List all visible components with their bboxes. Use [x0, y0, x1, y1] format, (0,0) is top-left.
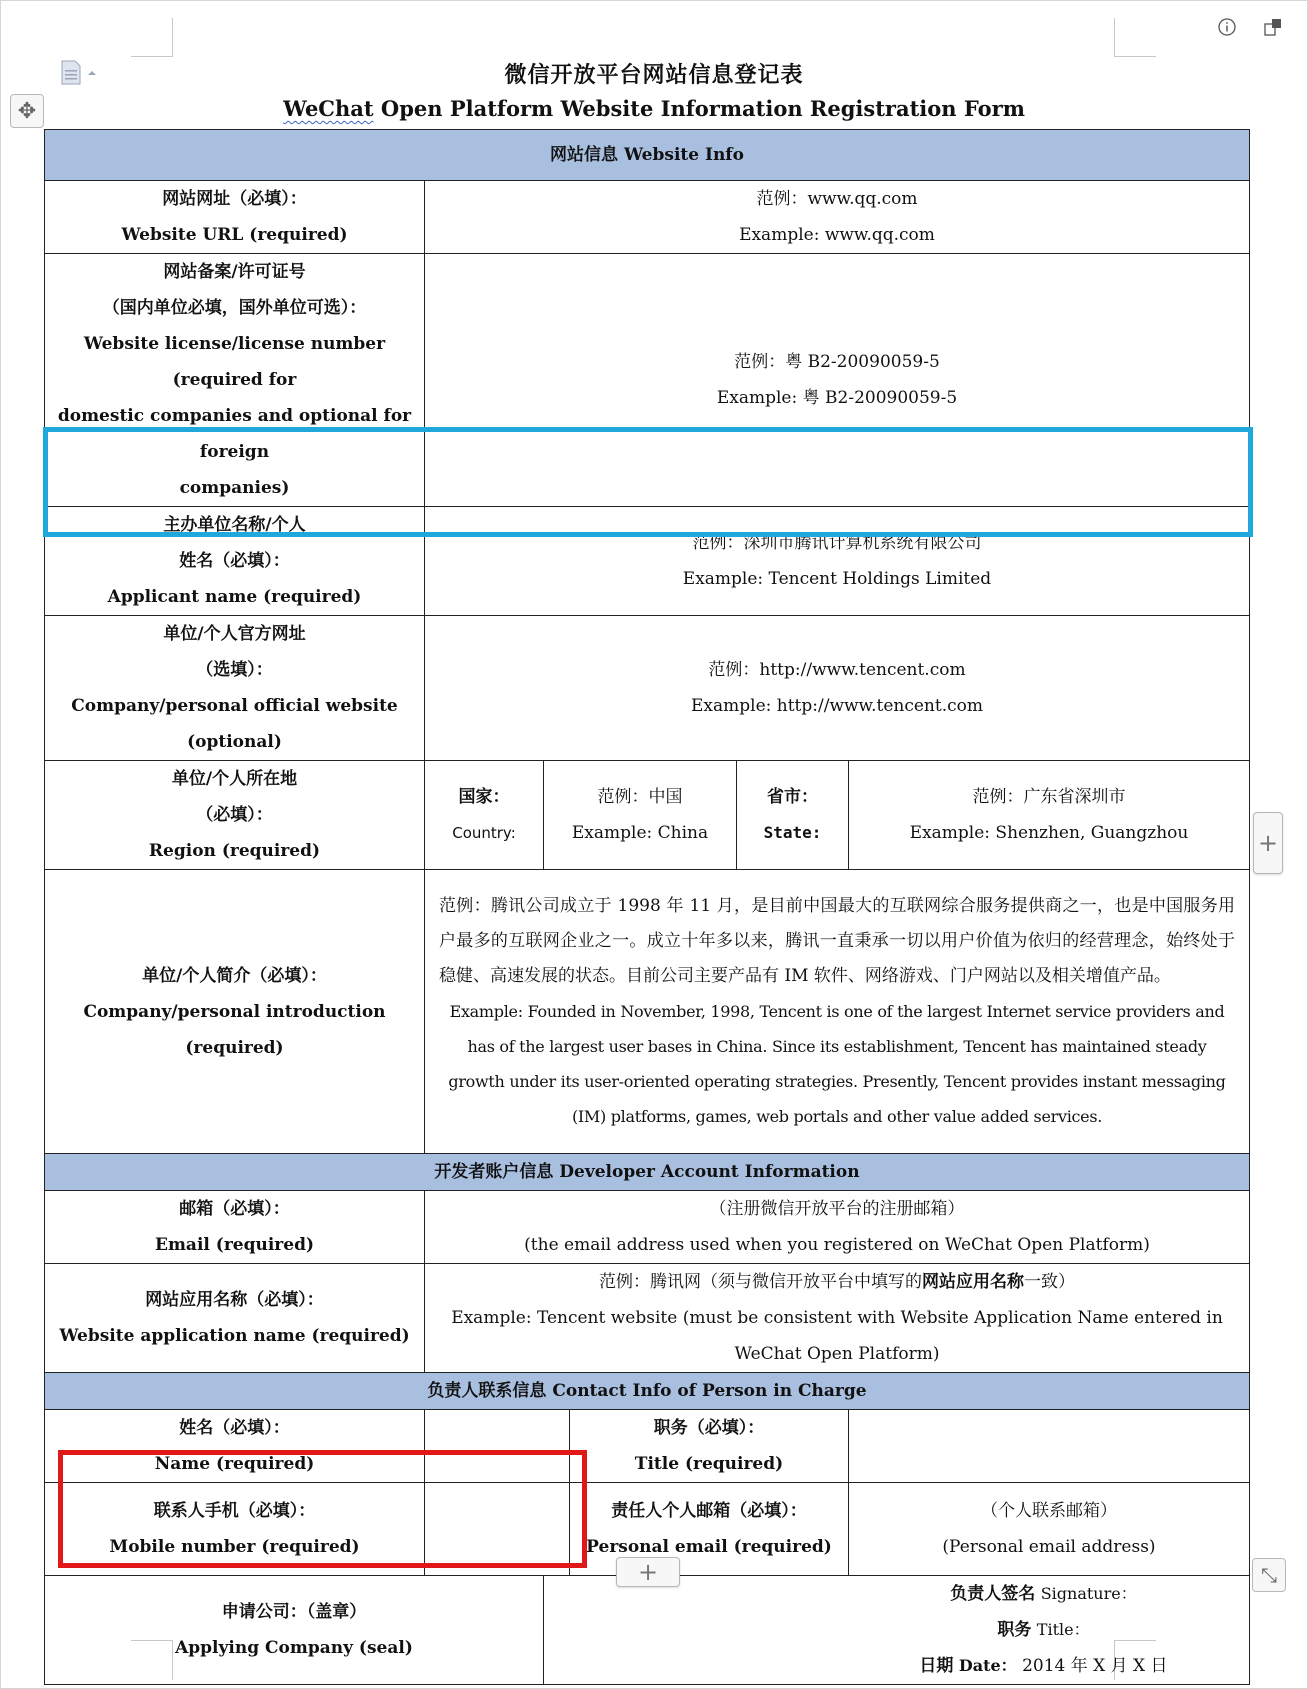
crop-mark [172, 18, 173, 56]
value-contact-mobile[interactable] [425, 1483, 570, 1576]
label-contact-name-cn: 姓名（必填）： [179, 1418, 290, 1438]
value-email-cn: （注册微信开放平台的注册邮箱） [709, 1199, 965, 1219]
value-applicant-en: Example: Tencent Holdings Limited [682, 569, 992, 589]
state-value-en: Example: Shenzhen, Guangzhou [909, 823, 1189, 843]
country-label-en: Country: [452, 824, 516, 842]
label-email [45, 1191, 425, 1264]
label-url [45, 181, 425, 254]
label-email-en: Email (required) [154, 1235, 315, 1255]
value-official-site[interactable] [425, 616, 1250, 761]
row-official-site [45, 616, 1250, 761]
state-value-cell[interactable] [849, 761, 1250, 870]
value-contact-title[interactable] [849, 1410, 1250, 1483]
label-applicant-line: Applicant name (required) [107, 587, 362, 607]
label-intro [45, 870, 425, 1154]
share-icon[interactable] [1262, 16, 1284, 38]
label-contact-title-cn: 职务（必填）： [653, 1418, 765, 1438]
label-email-cn: 邮箱（必填）： [179, 1199, 290, 1219]
value-official-en: Example: http://www.tencent.com [691, 696, 983, 716]
value-license-cn: 范例：粤 B2-20090059-5 [734, 352, 940, 372]
state-label-cell [737, 761, 849, 870]
date-label-en: Date： [958, 1656, 1017, 1675]
page-title-en-rest: Open Platform Website Information Registration Form [380, 96, 1025, 121]
value-url[interactable] [425, 181, 1250, 254]
value-pemail-cn: （个人联系邮箱） [981, 1501, 1117, 1521]
section-contact-info: 负责人联系信息 Contact Info of Person in Charge [45, 1373, 1250, 1410]
registration-form [44, 129, 1250, 1685]
crop-mark [131, 56, 173, 57]
label-company-cn: 申请公司：（盖章） [221, 1602, 367, 1622]
state-value-cn: 范例：广东省深圳市 [972, 787, 1126, 807]
move-icon[interactable]: ✥ [10, 94, 44, 128]
value-app-name-cn-post: 一致） [1024, 1272, 1075, 1292]
label-region-line: （必填）： [196, 805, 273, 825]
value-app-name-en: Example: Tencent website (must be consistent with Website Application Name entered in WeChat Open Platform) [451, 1308, 1223, 1364]
label-personal-email [570, 1483, 849, 1576]
label-contact-name [45, 1410, 425, 1483]
section-header-developer [45, 1154, 1250, 1191]
label-url-en: Website URL (required) [121, 225, 348, 245]
label-applicant [45, 507, 425, 616]
section-website-info: 网站信息 Website Info [45, 130, 1250, 181]
label-app-name-cn: 网站应用名称（必填）： [145, 1290, 324, 1310]
country-label-cell [425, 761, 544, 870]
row-app-name [45, 1264, 1250, 1373]
value-intro-en: Example: Founded in November, 1998, Tencent is one of the largest Internet service providers and has of the largest user bases in China. Since its establishment, Tencent has maintained steady growth under its user-oriented operating strategies. Presently, Tencent provides instant messaging (IM) platforms, games, web portals and other value added services. [448, 1002, 1226, 1126]
row-url [45, 181, 1250, 254]
label-intro-en: Company/personal introduction (required) [83, 1001, 386, 1058]
value-contact-name[interactable] [425, 1410, 570, 1483]
value-license[interactable] [425, 254, 1250, 507]
country-value-cell[interactable] [544, 761, 737, 870]
label-official-line: Company/personal official website (optional) [71, 696, 398, 752]
state-label-cn: 省市： [767, 787, 818, 807]
label-region-line: 单位/个人所在地 [171, 769, 298, 789]
label-official-site [45, 616, 425, 761]
label-pemail-cn: 责任人个人邮箱（必填）： [611, 1501, 807, 1521]
label-license-line: 网站备案/许可证号 [163, 262, 306, 282]
label-contact-mobile [45, 1483, 425, 1576]
row-email [45, 1191, 1250, 1264]
title-label-en: Title： [1036, 1620, 1090, 1639]
label-license-line: domestic companies and optional for foreign [57, 406, 412, 462]
value-email-en: (the email address used when you registered on WeChat Open Platform) [524, 1235, 1150, 1255]
value-intro[interactable] [425, 870, 1250, 1154]
value-app-name-cn-pre: 范例：腾讯网（须与微信开放平台中填写的 [599, 1272, 922, 1292]
row-intro [45, 870, 1250, 1154]
date-label-cn: 日期 [919, 1656, 954, 1676]
label-applicant-line: 主办单位名称/个人 [163, 515, 306, 535]
info-icon[interactable] [1216, 16, 1238, 38]
value-app-name[interactable] [425, 1264, 1250, 1373]
country-label-cn: 国家： [458, 787, 510, 807]
state-label-en: State: [763, 823, 822, 842]
page-title-cn: 微信开放平台网站信息登记表 [504, 62, 804, 88]
label-license [45, 254, 425, 507]
value-intro-cn: 范例：腾讯公司成立于 1998 年 11 月，是目前中国最大的互联网综合服务提供商之一，也是中国服务用户最多的互联网企业之一。成立十年多以来，腾讯一直秉承一切以用户价值为依归的经营理念，始终处于稳健、高速发展的状态。目前公司主要产品有 IM 软件、网络游戏、门户网站以及相关增值产品。 [439, 896, 1235, 986]
label-mobile-cn: 联系人手机（必填）： [153, 1501, 316, 1521]
crop-mark [1114, 18, 1115, 56]
value-url-en: Example: www.qq.com [739, 225, 935, 245]
label-mobile-en: Mobile number (required) [109, 1537, 360, 1557]
label-contact-title-en: Title (required) [634, 1454, 784, 1474]
value-pemail-en: (Personal email address) [942, 1537, 1156, 1557]
value-personal-email[interactable] [849, 1483, 1250, 1576]
date-line [844, 1648, 1243, 1684]
row-contact-name [45, 1410, 1250, 1483]
country-value-en: Example: China [571, 823, 709, 843]
cell-signature[interactable] [544, 1576, 1250, 1685]
section-header-website [45, 130, 1250, 181]
row-license [45, 254, 1250, 507]
signature-line [844, 1576, 1243, 1612]
label-pemail-en: Personal email (required) [586, 1537, 832, 1557]
value-applicant[interactable] [425, 507, 1250, 616]
section-developer-account: 开发者账户信息 Developer Account Information [45, 1154, 1250, 1191]
date-value: 2014 年 X 月 X 日 [1022, 1656, 1168, 1676]
value-app-name-cn-bold: 网站应用名称 [922, 1272, 1024, 1292]
resize-icon[interactable]: ⤡ [1252, 1558, 1286, 1592]
crop-mark [1114, 56, 1156, 57]
title-label-cn: 职务 [997, 1620, 1032, 1640]
label-license-line: companies) [179, 478, 290, 498]
value-license-en: Example: 粤 B2-20090059-5 [716, 388, 958, 408]
label-intro-cn: 单位/个人简介（必填）： [142, 965, 327, 986]
signature-label-en: Signature： [1040, 1584, 1137, 1603]
label-official-line: 单位/个人官方网址 [163, 624, 306, 644]
cell-applying-company[interactable] [45, 1576, 544, 1685]
label-url-cn: 网站网址（必填）： [162, 189, 307, 209]
country-value-cn: 范例：中国 [597, 787, 683, 807]
row-region [45, 761, 1250, 870]
row-signoff [45, 1576, 1250, 1685]
signature-label-cn: 负责人签名 [950, 1584, 1036, 1604]
value-url-cn: 范例：www.qq.com [756, 189, 918, 209]
page-title-en: WeChat Open Platform Website Information Registration Form [283, 96, 1025, 121]
row-applicant [45, 507, 1250, 616]
label-contact-title [570, 1410, 849, 1483]
value-official-cn: 范例：http://www.tencent.com [708, 660, 966, 680]
title-line [844, 1612, 1243, 1648]
plus-icon[interactable]: + [616, 1557, 680, 1587]
value-email[interactable] [425, 1191, 1250, 1264]
value-applicant-cn: 范例：深圳市腾讯计算机系统有限公司 [692, 533, 982, 553]
section-header-contact [45, 1373, 1250, 1410]
label-region [45, 761, 425, 870]
value-app-name-cn [431, 1264, 1243, 1300]
label-official-line: （选填）： [196, 660, 273, 680]
label-app-name [45, 1264, 425, 1373]
label-license-line: （国内单位必填，国外单位可选）： [102, 298, 367, 318]
label-applicant-line: 姓名（必填）： [179, 551, 290, 571]
label-contact-name-en: Name (required) [154, 1454, 315, 1474]
label-region-line: Region (required) [148, 841, 321, 861]
label-company-en: Applying Company (seal) [175, 1638, 413, 1658]
label-license-line: Website license/license number (required for [83, 334, 386, 390]
label-app-name-en: Website application name (required) [59, 1326, 410, 1346]
plus-icon[interactable]: + [1253, 812, 1283, 874]
